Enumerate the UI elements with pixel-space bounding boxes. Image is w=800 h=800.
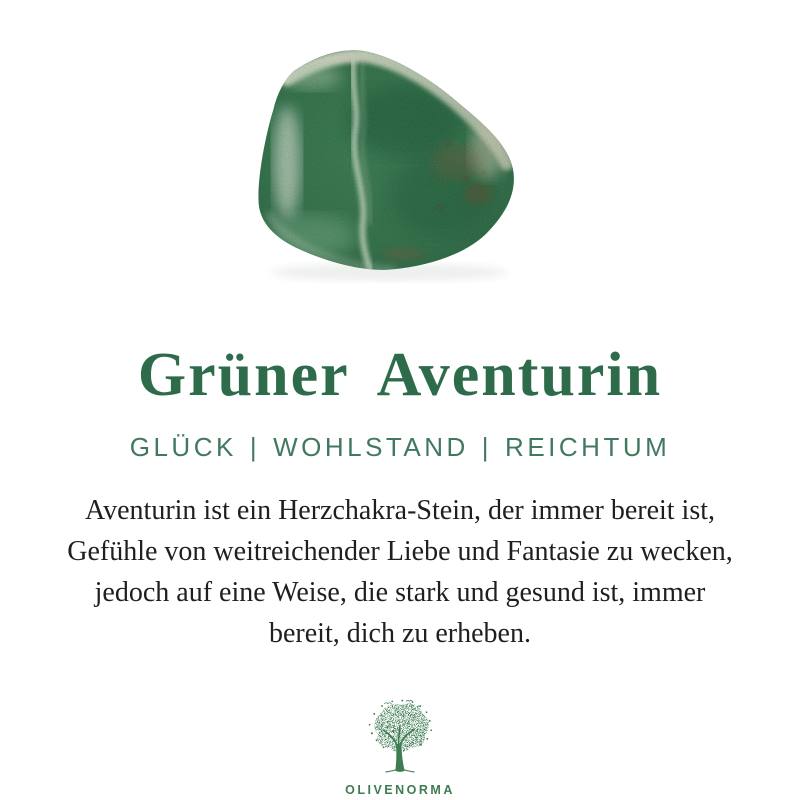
keyword-wohlstand: WOHLSTAND bbox=[273, 432, 469, 462]
description-line: jedoch auf eine Weise, die stark und gesund ist, immer bbox=[94, 576, 706, 608]
stone-title: Grüner Aventurin bbox=[137, 341, 663, 409]
aventurine-stone-graphic bbox=[258, 46, 530, 284]
keyword-separator: | bbox=[481, 432, 493, 462]
olivenorma-logo bbox=[345, 699, 455, 797]
keyword-reichtum: REICHTUM bbox=[505, 432, 671, 462]
brand-name: OLIVENORMA bbox=[345, 782, 455, 797]
description-line: Gefühle von weitreichender Liebe und Fantasie zu wecken, bbox=[67, 535, 733, 567]
aventurine-stone-image bbox=[258, 46, 530, 284]
keyword-glueck: GLÜCK bbox=[129, 432, 237, 462]
olive-tree-icon bbox=[359, 699, 441, 777]
stone-keywords bbox=[130, 432, 671, 463]
description-line: Aventurin ist ein Herzchakra-Stein, der immer bereit ist, bbox=[84, 495, 716, 526]
keyword-separator: | bbox=[249, 432, 261, 462]
description-line: bereit, dich zu erheben. bbox=[269, 617, 531, 649]
stone-description bbox=[40, 491, 760, 655]
